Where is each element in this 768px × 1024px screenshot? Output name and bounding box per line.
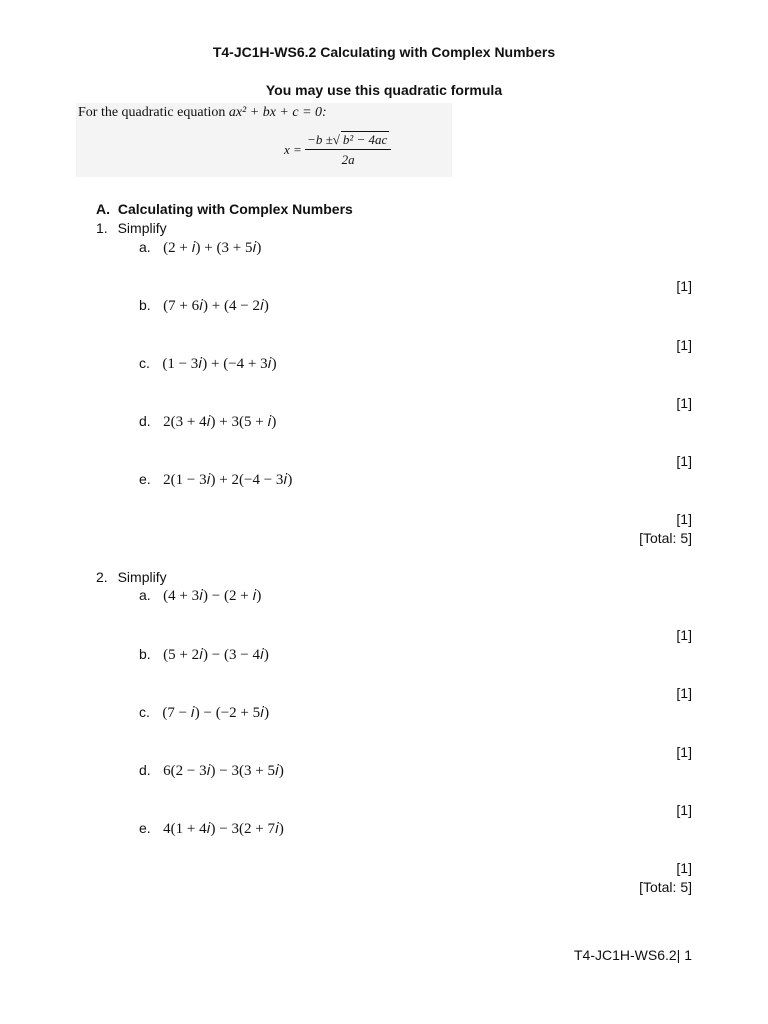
section-a-title: Calculating with Complex Numbers bbox=[117, 201, 353, 217]
mark-label: [1] bbox=[676, 860, 692, 876]
item-label: c. bbox=[139, 355, 150, 371]
item-expression: 6(2 − 3𝑖) − 3(3 + 5𝑖) bbox=[163, 763, 284, 779]
formula-lhs: x = bbox=[284, 142, 302, 157]
question-1-heading bbox=[96, 220, 167, 236]
total-label: [Total: 5] bbox=[639, 530, 692, 546]
item-expression: 4(1 + 4𝑖) − 3(2 + 7𝑖) bbox=[163, 821, 284, 837]
formula-equation: ax² + bx + c = 0: bbox=[228, 105, 327, 120]
formula-numerator-prefix: −b ± bbox=[307, 132, 333, 147]
item-label: b. bbox=[139, 646, 151, 662]
question-number: 2. bbox=[96, 569, 108, 585]
section-a-heading bbox=[96, 201, 353, 217]
list-item bbox=[139, 704, 269, 722]
list-item bbox=[139, 820, 284, 838]
mark-label: [1] bbox=[676, 395, 692, 411]
item-expression: 2(1 − 3𝑖) + 2(−4 − 3𝑖) bbox=[163, 472, 293, 488]
list-item bbox=[139, 239, 261, 257]
sqrt-sign: √ bbox=[332, 132, 340, 147]
section-a-letter: A. bbox=[96, 201, 110, 217]
question-2-heading bbox=[96, 569, 167, 585]
question-instruction: Simplify bbox=[117, 569, 167, 585]
mark-label: [1] bbox=[676, 511, 692, 527]
total-label: [Total: 5] bbox=[639, 879, 692, 895]
list-item bbox=[139, 762, 284, 780]
formula-intro-line bbox=[78, 105, 327, 121]
mark-label: [1] bbox=[676, 627, 692, 643]
formula-intro-text: For the quadratic equation bbox=[78, 105, 226, 120]
formula-subtitle: You may use this quadratic formula bbox=[265, 82, 503, 98]
item-label: c. bbox=[139, 704, 150, 720]
item-expression: (7 + 6𝑖) + (4 − 2𝑖) bbox=[163, 298, 269, 314]
page-footer: T4-JC1H-WS6.2| 1 bbox=[574, 947, 692, 963]
item-label: d. bbox=[139, 413, 151, 429]
quadratic-formula bbox=[284, 132, 391, 168]
formula-fraction bbox=[305, 132, 391, 168]
formula-numerator bbox=[305, 132, 391, 150]
list-item bbox=[139, 587, 261, 605]
list-item bbox=[139, 413, 276, 431]
list-item bbox=[139, 646, 269, 664]
item-expression: (2 + 𝑖) + (3 + 5𝑖) bbox=[163, 240, 262, 256]
list-item bbox=[139, 471, 292, 489]
mark-label: [1] bbox=[676, 337, 692, 353]
question-instruction: Simplify bbox=[117, 220, 167, 236]
item-label: b. bbox=[139, 297, 151, 313]
item-expression: 2(3 + 4𝑖) + 3(5 + 𝑖) bbox=[163, 414, 277, 430]
list-item bbox=[139, 297, 269, 315]
document-title: T4-JC1H-WS6.2 Calculating with Complex Numbers bbox=[212, 44, 556, 60]
formula-denominator: 2a bbox=[341, 152, 355, 167]
item-expression: (4 + 3𝑖) − (2 + 𝑖) bbox=[163, 588, 262, 604]
question-number: 1. bbox=[96, 220, 108, 236]
item-label: e. bbox=[139, 820, 151, 836]
item-expression: (1 − 3𝑖) + (−4 + 3𝑖) bbox=[162, 356, 277, 372]
formula-radicand: b² − 4ac bbox=[342, 132, 388, 147]
mark-label: [1] bbox=[676, 685, 692, 701]
item-expression: (7 − 𝑖) − (−2 + 5𝑖) bbox=[162, 705, 270, 721]
item-label: e. bbox=[139, 471, 151, 487]
mark-label: [1] bbox=[676, 744, 692, 760]
mark-label: [1] bbox=[676, 278, 692, 294]
mark-label: [1] bbox=[676, 802, 692, 818]
mark-label: [1] bbox=[676, 453, 692, 469]
list-item bbox=[139, 355, 277, 373]
item-expression: (5 + 2𝑖) − (3 − 4𝑖) bbox=[163, 647, 269, 663]
item-label: a. bbox=[139, 239, 151, 255]
item-label: a. bbox=[139, 587, 151, 603]
item-label: d. bbox=[139, 762, 151, 778]
